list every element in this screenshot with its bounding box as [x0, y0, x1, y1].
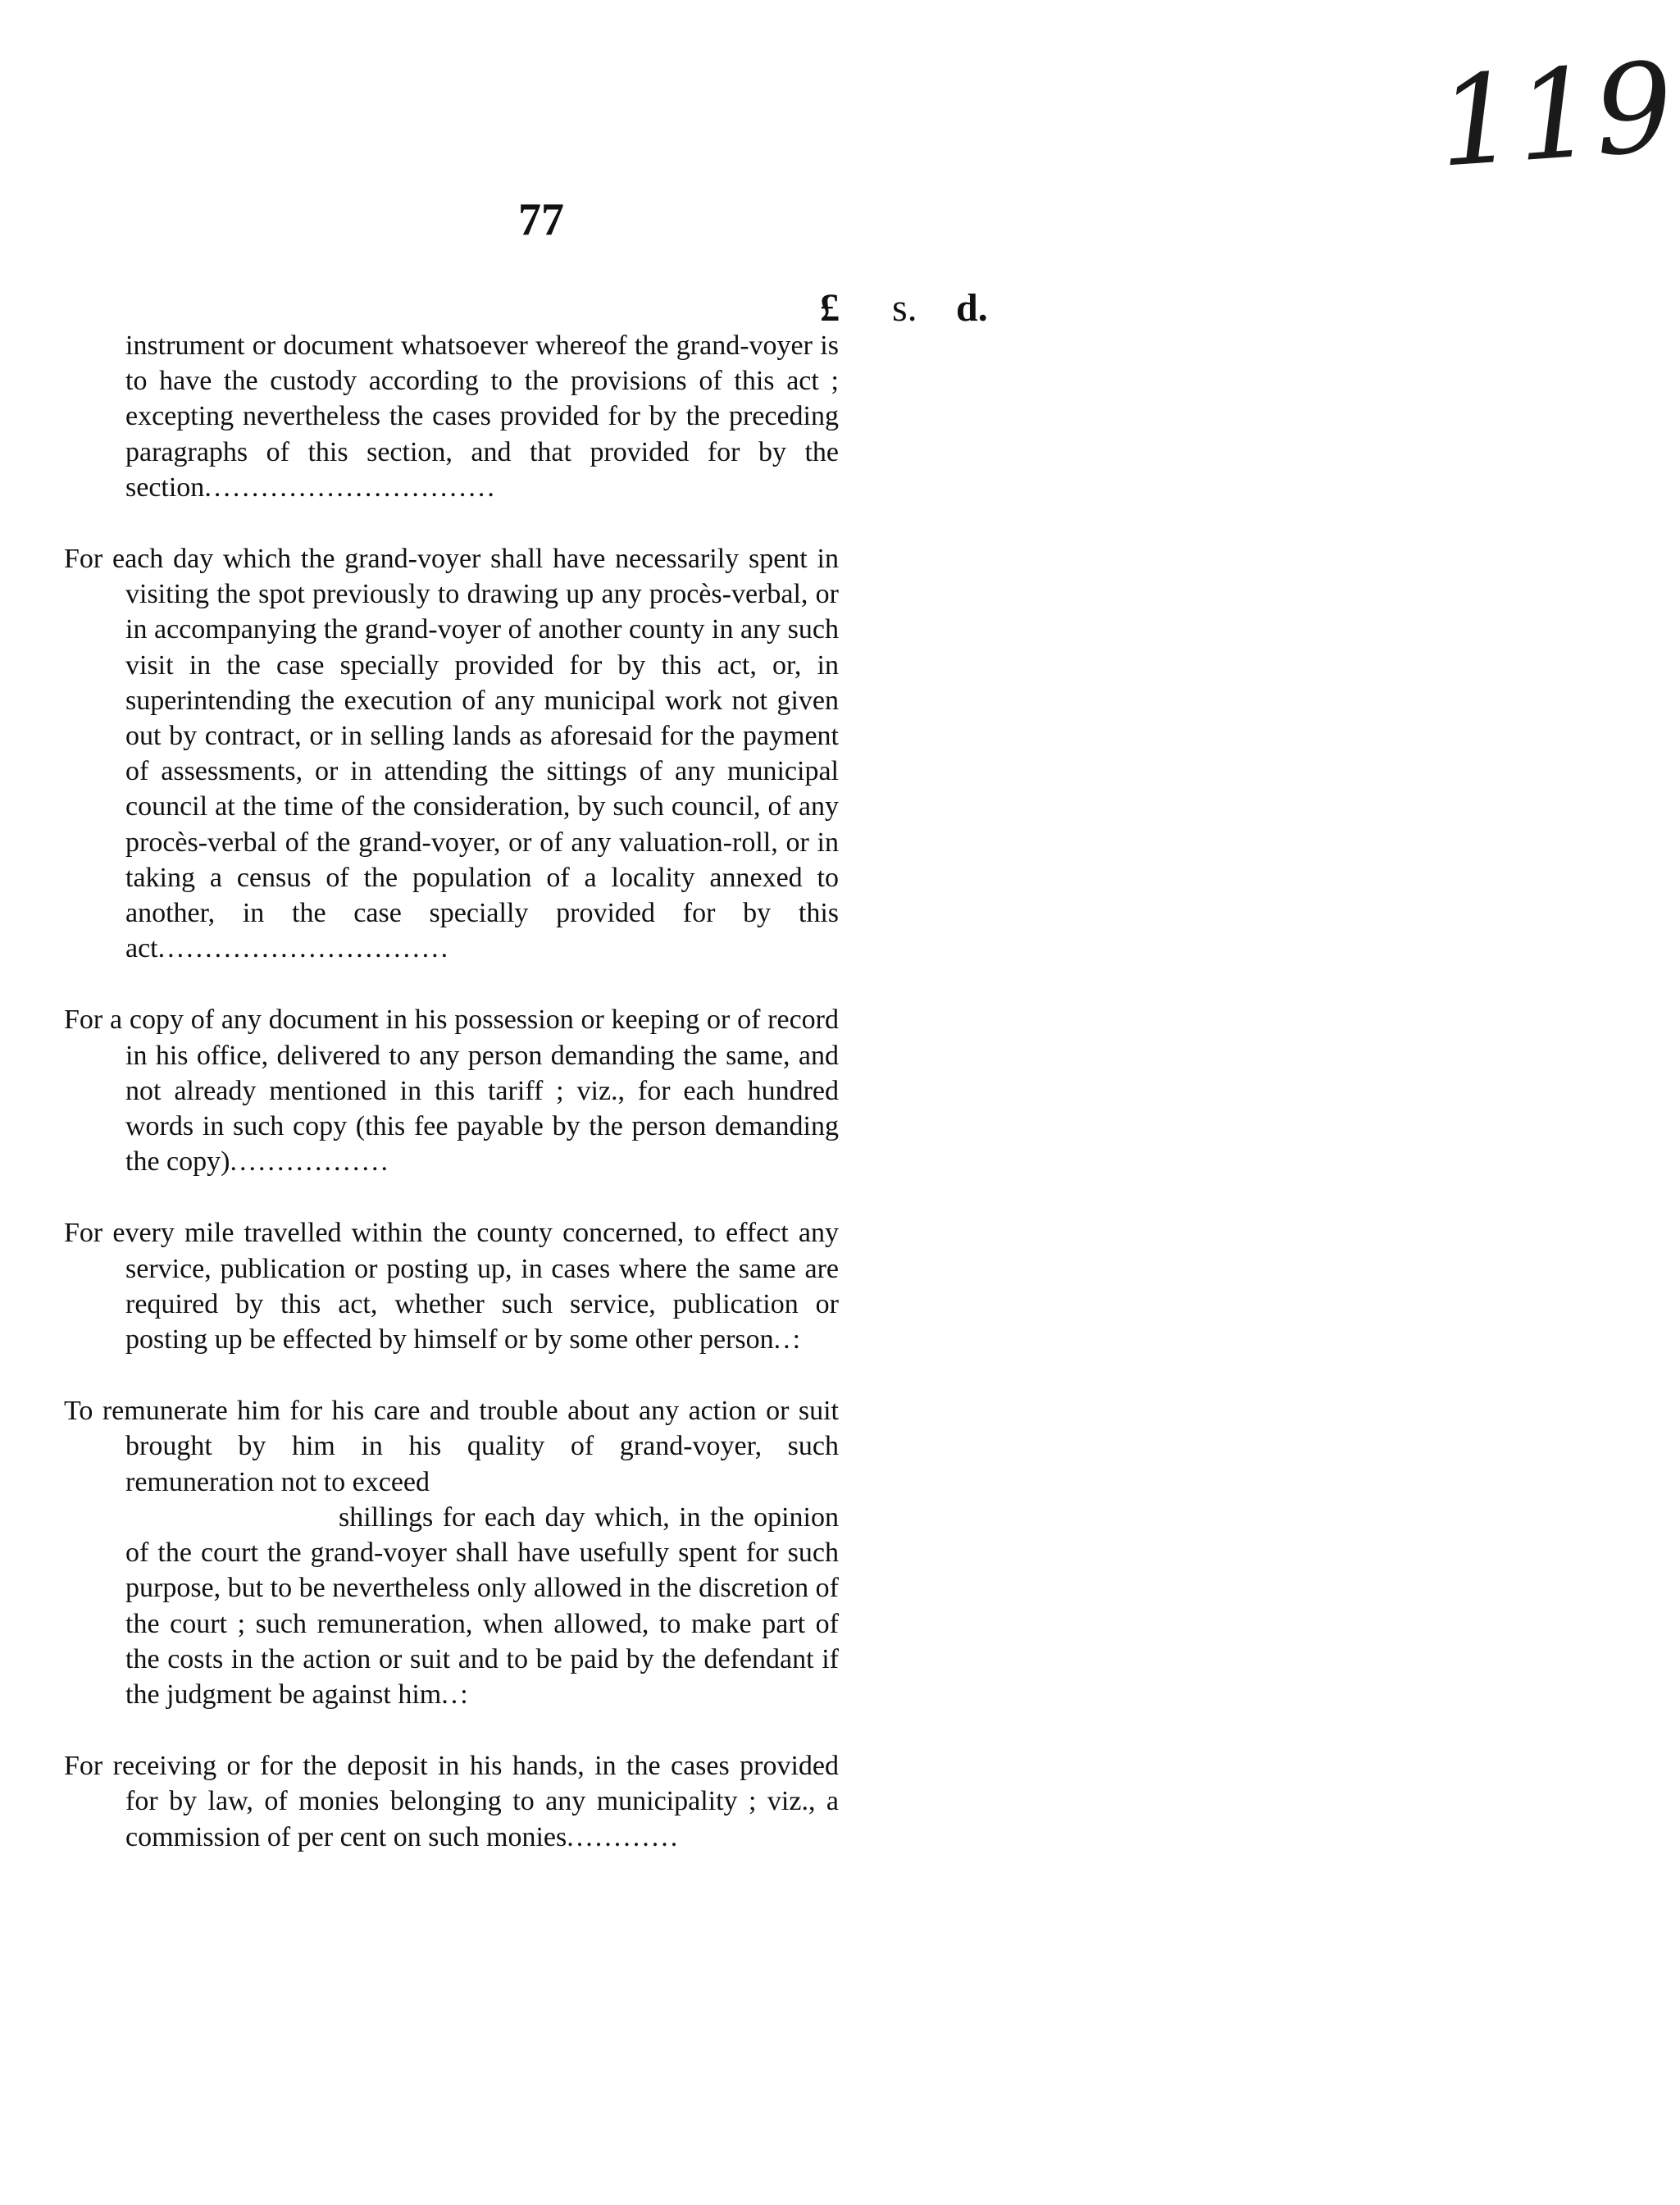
tariff-entry-deposit-commission [64, 1748, 839, 1855]
tariff-entry-text: For every mile travelled within the county concerned, to effect any service, publication or posting up, in cases where the same are required by this act, whether such service, publication or posting up be effected by himself or by some other person [64, 1218, 839, 1355]
tariff-entry-remuneration [64, 1393, 839, 1712]
tariff-entry-text: For receiving or for the deposit in his hands, in the cases provided for by law, of monies belonging to any municipality ; viz., a commission of per cent on such monies [64, 1751, 839, 1852]
dot-leaders: ................. [230, 1146, 390, 1178]
tariff-entry-continued [64, 328, 839, 505]
pence-column-header: d. [956, 286, 988, 330]
dot-leaders: ............................... [204, 472, 497, 503]
page-number: 77 [518, 194, 564, 245]
tariff-entry-site-visit [64, 541, 839, 966]
dot-leaders: ..: [441, 1679, 471, 1710]
tariff-list [64, 328, 839, 1855]
dot-leaders: ..: [773, 1324, 804, 1355]
pounds-column-header: £ [820, 286, 840, 330]
tariff-entry-text: For each day which the grand-voyer shall have necessarily spent in visiting the spot previously to drawing up any procès-verbal, or in accompanying the grand-voyer of another county in any such visit in the case specially provided for by this act, or, in superintending the execution of any municipal work not given out by contract, or in selling lands as aforesaid for the payment of assessments, or in attending the sittings of any municipal council at the time of the consideration, by such council, of any procès-verbal of the grand-voyer, or of any valuation-roll, or in taking a census of the population of a locality annexed to another, in the case specially provided for by this act [64, 544, 839, 964]
tariff-entry-document-copy [64, 1002, 839, 1179]
tariff-entry-text: For a copy of any document in his possession or keeping or of record in his office, delivered to any person demanding the same, and not already mentioned in this tariff ; viz., for each hundred words in such copy (this fee payable by the person demanding the copy) [64, 1005, 839, 1178]
dot-leaders: ............................... [157, 933, 451, 964]
money-column-headers [820, 285, 1008, 343]
dot-leaders: ............ [567, 1821, 681, 1852]
tariff-entry-text-part-one: To remunerate him for his care and trouble about any action or suit brought by him in his quality of grand-voyer, such remuneration not to exceed [64, 1396, 839, 1497]
tariff-entry-mileage [64, 1215, 839, 1357]
handwritten-folio-number: 119 [1433, 36, 1678, 195]
tariff-entry-text: instrument or document whatsoever whereof the grand-voyer is to have the custody according to the provisions of this act ; excepting nevertheless the cases provided for by the preceding paragraphs of this section, and that provided for by the section [125, 330, 839, 503]
shillings-column-header: s. [892, 286, 917, 330]
tariff-entry-text-part-two: shillings for each day which, in the opinion of the court the grand-voyer shall have usefully spent for such purpose, but to be nevertheless only allowed in the discretion of the court ; such remuneration, when allowed, to make part of the costs in the action or suit and to be paid by the defendant if the judgment be against him [125, 1501, 839, 1710]
